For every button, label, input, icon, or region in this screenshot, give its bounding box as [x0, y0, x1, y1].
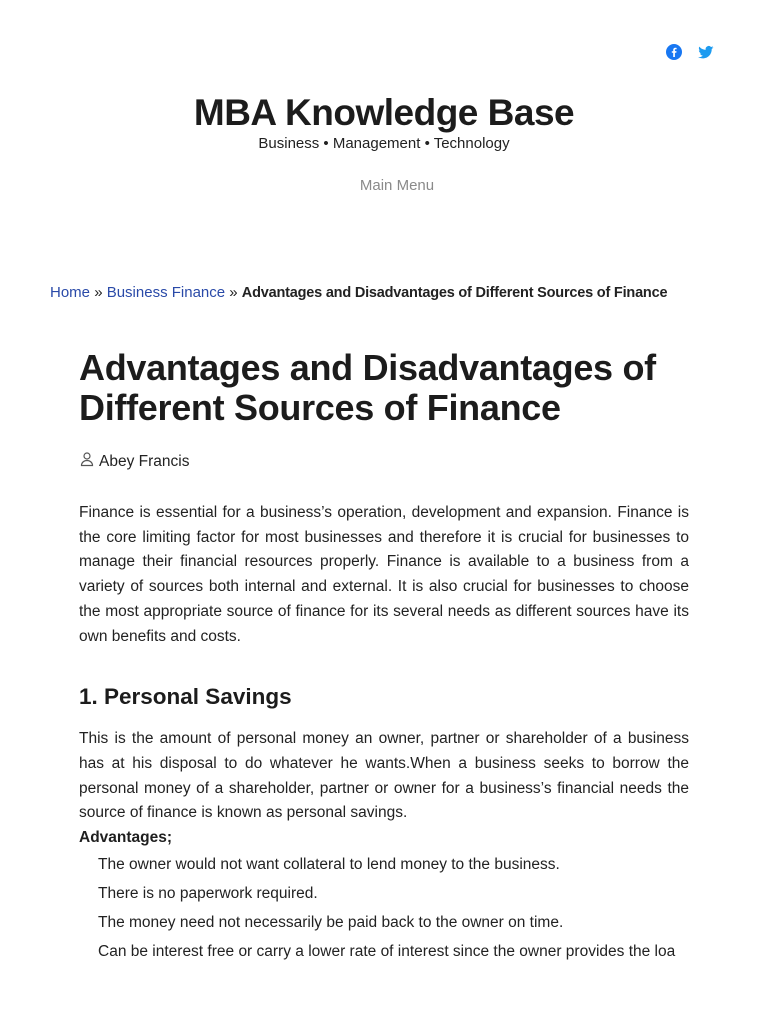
social-links	[666, 44, 714, 60]
list-item: • Can be interest free or carry a lower rate of interest since the owner provides the loa	[98, 937, 689, 966]
breadcrumb-home-link[interactable]: Home	[50, 284, 91, 301]
breadcrumb	[50, 284, 750, 301]
twitter-icon[interactable]	[698, 44, 714, 60]
list-item: • The owner would not want collateral to lend money to the business.	[98, 850, 689, 879]
author-name[interactable]: Abey Francis	[99, 452, 190, 470]
intro-paragraph: Finance is essential for a business’s operation, development and expansion. Finance is the core limiting factor for most businesses and therefore it is crucial for businesses to manage their financial resources properly. Finance is available to a business from a variety of sources both internal and external. It is also crucial for businesses to choose the most appropriate source of finance for its several needs as different sources have its own benefits and costs.	[79, 504, 689, 645]
breadcrumb-separator: »	[229, 284, 238, 301]
advantages-label: Advantages;	[79, 829, 173, 847]
facebook-icon[interactable]	[666, 44, 682, 60]
site-tagline: Business • Management • Technology	[258, 135, 510, 152]
breadcrumb-separator: »	[94, 284, 103, 301]
page-title: Advantages and Disadvantages of Different Sources of Finance	[79, 347, 656, 428]
main-menu-toggle[interactable]: Main Menu	[359, 177, 435, 194]
user-icon	[79, 451, 95, 472]
post-author	[79, 451, 189, 472]
article-content	[79, 501, 689, 966]
site-title[interactable]: MBA Knowledge Base	[193, 92, 575, 133]
breadcrumb-category-link[interactable]: Business Finance	[106, 284, 226, 301]
list-item: • The money need not necessarily be paid back to the owner on time.	[98, 908, 689, 937]
section-heading: 1. Personal Savings	[79, 684, 292, 710]
advantages-list	[79, 850, 689, 966]
list-item: • There is no paperwork required.	[98, 879, 689, 908]
breadcrumb-current: Advantages and Disadvantages of Different Sources of Finance	[241, 285, 668, 301]
section-paragraph: This is the amount of personal money an owner, partner or shareholder of a business has at his disposal to do whatever he wants.When a business seeks to borrow the personal money of a shareholder, partner or owner for a business’s financial needs the source of finance is known as personal savings.	[79, 730, 689, 822]
